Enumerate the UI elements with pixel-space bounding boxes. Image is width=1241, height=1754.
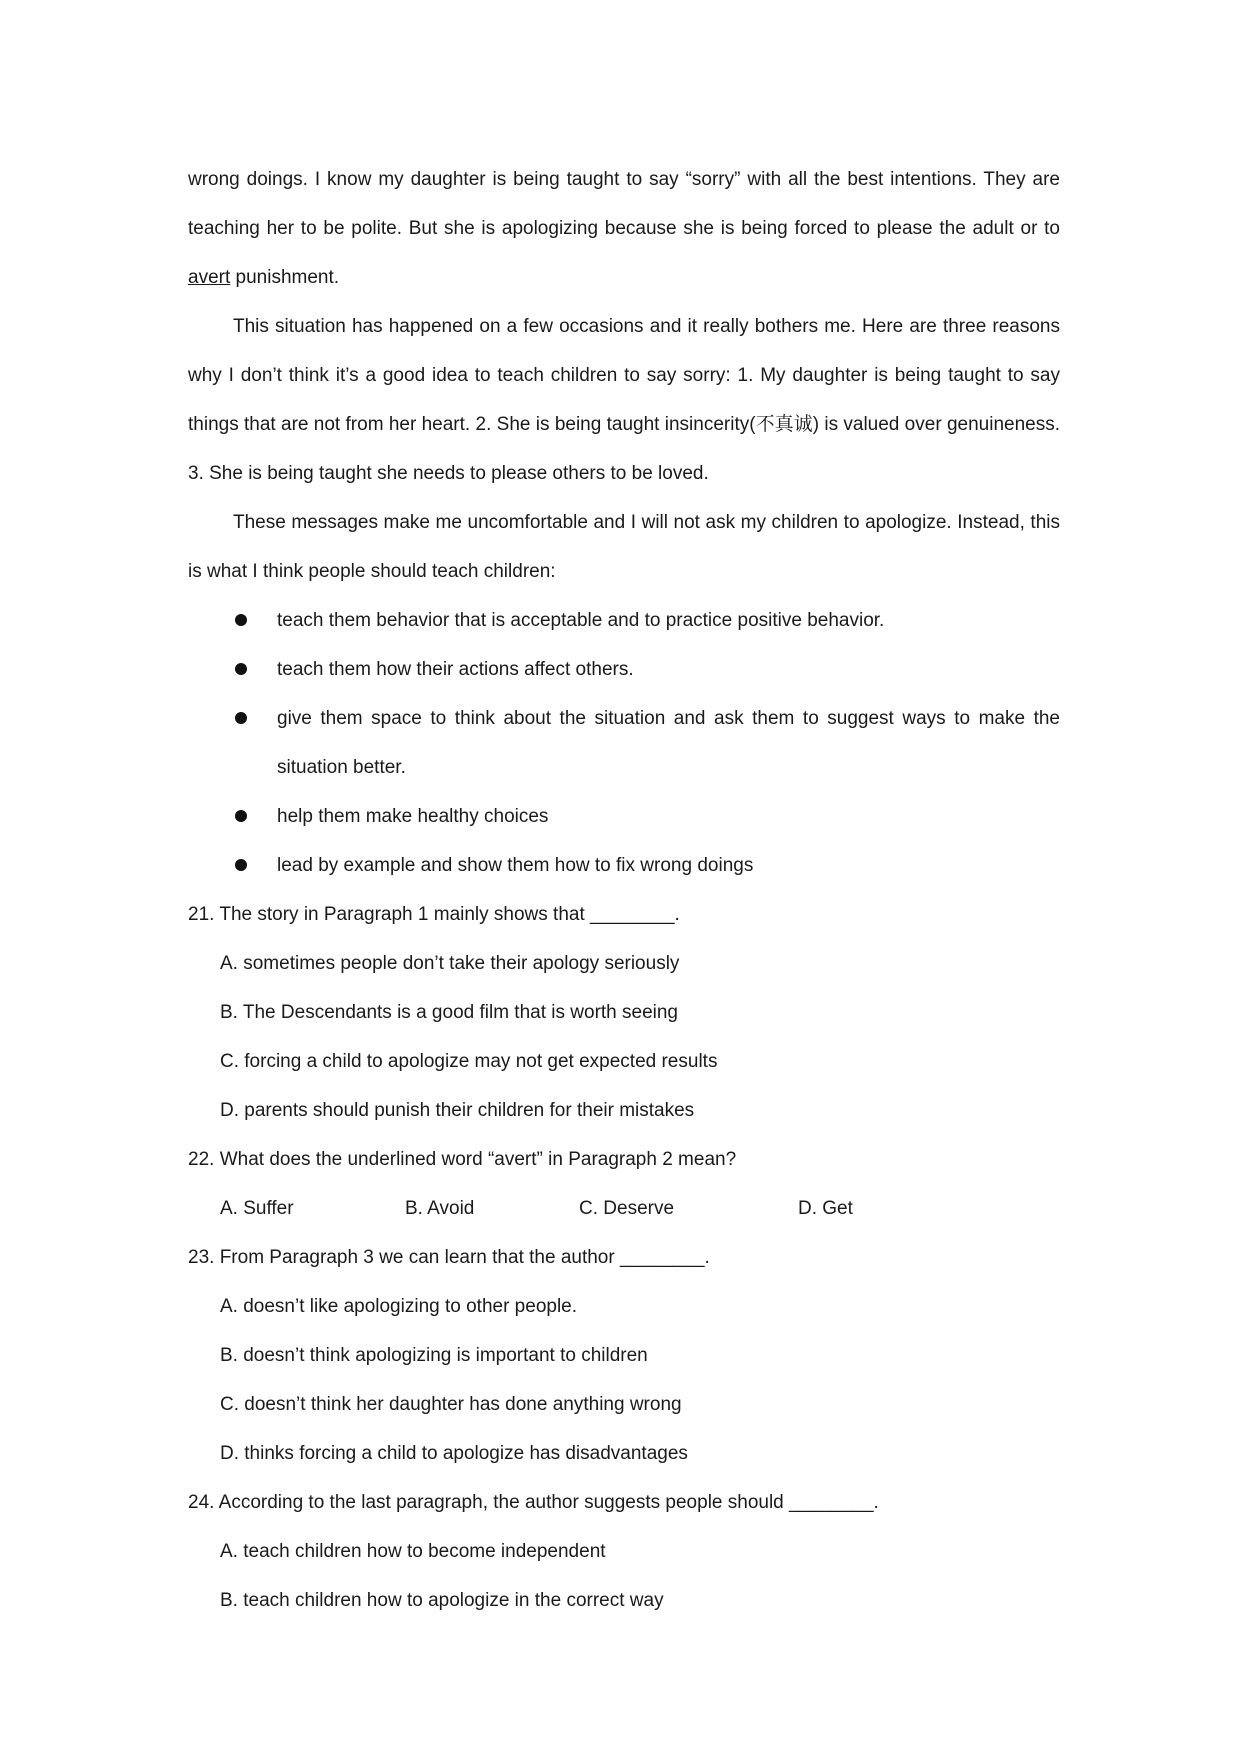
bullet-icon (235, 663, 247, 675)
question-21-option-b: B. The Descendants is a good film that is worth seeing (220, 1002, 679, 1023)
bullet-icon (235, 810, 247, 822)
question-23-option-d: D. thinks forcing a child to apologize has disadvantages (220, 1443, 688, 1464)
list-item: teach them how their actions affect others. (188, 645, 1060, 694)
bullet-icon (235, 712, 247, 724)
question-24-stem: 24. According to the last paragraph, the author suggests people should ________. (188, 1492, 879, 1513)
list-item: help them make healthy choices (188, 792, 1060, 841)
bullet-icon (235, 614, 247, 626)
question-23-stem: 23. From Paragraph 3 we can learn that the author ________. (188, 1247, 710, 1268)
question-22-option-a: A. Suffer (220, 1198, 294, 1219)
question-22-option-d: D. Get (798, 1198, 853, 1219)
list-item: give them space to think about the situation and ask them to suggest ways to make the situation better. (188, 694, 1060, 792)
paragraph-1-text: wrong doings. I know my daughter is being taught to say “sorry” with all the best intentions. They are teaching her to be polite. But she is apologizing because she is being forced to please the adult or to (188, 169, 1060, 239)
paragraph-2: This situation has happened on a few occasions and it really bothers me. Here are three reasons why I don’t think it’s a good idea to teach children to say sorry: 1. My daughter is being taught to say things that are not from her heart. 2. She is being taught insincerity(不真诚) is valued over genuineness. 3. She is being taught she needs to please others to be loved. (188, 316, 1060, 484)
list-item: lead by example and show them how to fix wrong doings (188, 841, 1060, 890)
question-23-option-a: A. doesn’t like apologizing to other people. (220, 1296, 578, 1317)
question-22-stem: 22. What does the underlined word “avert” in Paragraph 2 mean? (188, 1149, 737, 1170)
question-21-option-c: C. forcing a child to apologize may not get expected results (220, 1051, 718, 1072)
paragraph-1-end: punishment. (230, 267, 340, 288)
question-22-option-b: B. Avoid (405, 1198, 475, 1219)
list-item: teach them behavior that is acceptable and to practice positive behavior. (188, 596, 1060, 645)
question-24-option-a: A. teach children how to become independent (220, 1541, 606, 1562)
question-23-option-c: C. doesn’t think her daughter has done anything wrong (220, 1394, 682, 1415)
question-24-option-b: B. teach children how to apologize in the correct way (220, 1590, 664, 1611)
question-23-option-b: B. doesn’t think apologizing is important to children (220, 1345, 648, 1366)
paragraph-1 (188, 155, 1060, 302)
bullet-list (188, 596, 1060, 890)
question-21-stem: 21. The story in Paragraph 1 mainly shows that ________. (188, 904, 680, 925)
question-22-options (188, 1184, 1060, 1233)
paragraph-3: These messages make me uncomfortable and I will not ask my children to apologize. Instead, this is what I think people should teach children: (188, 512, 1060, 582)
document-content (188, 155, 1060, 1625)
question-21-option-a: A. sometimes people don’t take their apology seriously (220, 953, 680, 974)
underlined-word: avert (188, 267, 231, 288)
bullet-icon (235, 859, 247, 871)
question-22-option-c: C. Deserve (579, 1198, 675, 1219)
question-21-option-d: D. parents should punish their children for their mistakes (220, 1100, 695, 1121)
